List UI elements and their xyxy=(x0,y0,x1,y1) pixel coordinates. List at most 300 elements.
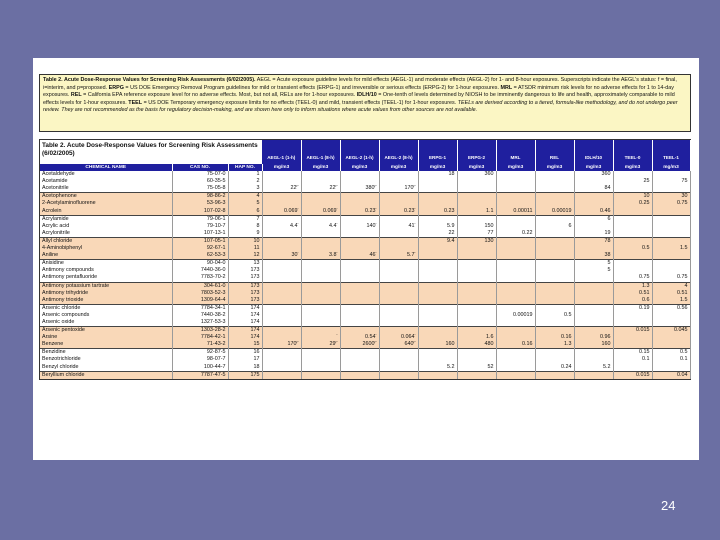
value-cell xyxy=(301,208,340,216)
col-header: AEGL-1 (8-h) xyxy=(301,140,340,164)
value-cell xyxy=(613,185,652,193)
value-cell xyxy=(340,319,379,327)
status-superscript: f xyxy=(414,252,416,255)
cas-number xyxy=(172,334,228,341)
cell-value: 0.15 xyxy=(639,349,650,356)
cell-value: 98-07-7 xyxy=(206,356,226,363)
value-cell xyxy=(652,230,690,238)
cell-value: 22 xyxy=(448,229,455,236)
value-cell xyxy=(652,171,690,178)
value-cell xyxy=(574,215,613,223)
unit-header: mg/m3 xyxy=(262,164,301,171)
value-cell xyxy=(418,312,457,319)
chemical-name xyxy=(40,312,172,319)
value-cell xyxy=(535,215,574,223)
cell-value: 41 xyxy=(408,222,415,229)
value-cell xyxy=(457,267,496,274)
cell-value: 174 xyxy=(250,327,260,334)
value-cell xyxy=(574,341,613,349)
value-cell xyxy=(652,282,690,290)
cell-value: 0.5 xyxy=(642,245,650,252)
value-cell xyxy=(535,208,574,216)
unit-header: mg/m3 xyxy=(340,164,379,171)
cell-value: Arsine xyxy=(42,334,58,341)
cell-value: 90-04-0 xyxy=(206,260,226,267)
cas-number xyxy=(172,356,228,363)
cas-number xyxy=(172,304,228,312)
chemical-name xyxy=(40,208,172,216)
table-row xyxy=(40,334,690,341)
value-cell xyxy=(418,356,457,363)
status-superscript: f xyxy=(414,334,416,337)
value-cell xyxy=(340,349,379,357)
value-cell xyxy=(457,371,496,379)
value-cell xyxy=(574,260,613,268)
cell-value: Arsenic compounds xyxy=(42,311,90,318)
value-cell xyxy=(574,193,613,201)
table-title-row xyxy=(40,140,690,164)
unit-header: mg/m3 xyxy=(496,164,535,171)
cell-value: 174 xyxy=(250,304,260,311)
value-cell xyxy=(613,200,652,207)
status-superscript: f xyxy=(336,207,338,210)
cell-value: 0.25 xyxy=(639,200,650,207)
value-cell xyxy=(613,349,652,357)
dose-response-table xyxy=(39,139,691,380)
value-cell xyxy=(340,237,379,245)
value-cell xyxy=(340,260,379,268)
value-cell xyxy=(652,193,690,201)
cas-number xyxy=(172,349,228,357)
value-cell xyxy=(301,290,340,297)
value-cell xyxy=(379,215,418,223)
units-header-row xyxy=(40,164,690,171)
cas-number xyxy=(172,371,228,379)
value-cell xyxy=(496,290,535,297)
cell-value: Benzene xyxy=(42,341,64,348)
cell-value: 0.1 xyxy=(642,356,650,363)
value-cell xyxy=(535,185,574,193)
value-cell xyxy=(574,356,613,363)
value-cell xyxy=(379,290,418,297)
cell-value: 100-44-7 xyxy=(203,363,226,370)
value-cell xyxy=(340,252,379,260)
value-cell xyxy=(496,356,535,363)
value-cell xyxy=(535,297,574,305)
value-cell xyxy=(379,178,418,188)
value-cell xyxy=(457,312,496,319)
value-cell xyxy=(418,178,457,185)
value-cell xyxy=(652,327,690,335)
table-row xyxy=(40,245,690,252)
chemical-name xyxy=(40,364,172,372)
chemical-name xyxy=(40,185,172,193)
cell-value: Antimony trihydride xyxy=(42,289,89,296)
value-cell xyxy=(457,349,496,357)
cas-number xyxy=(172,215,228,223)
value-cell xyxy=(457,230,496,238)
note-mrl-label: MRL xyxy=(500,84,513,91)
value-cell xyxy=(613,371,652,379)
status-superscript: p xyxy=(296,185,299,188)
value-cell xyxy=(574,290,613,297)
value-cell xyxy=(340,312,379,319)
value-cell xyxy=(457,356,496,363)
hap-number xyxy=(228,371,262,379)
table-row xyxy=(40,349,690,357)
value-cell xyxy=(574,185,613,193)
value-cell xyxy=(340,297,379,305)
value-cell xyxy=(574,334,613,341)
value-cell xyxy=(340,230,379,238)
value-cell xyxy=(418,364,457,372)
table-row xyxy=(40,267,690,274)
value-cell xyxy=(418,297,457,305)
note-idlh: = One-tenth of levels determined by NIOSH to be imminently dangerous to life and health, approximately comparable to mild effects levels for 1-hour exposures. xyxy=(43,92,675,106)
col-header: AEGL-2 (1-h) xyxy=(340,140,379,164)
chemical-name xyxy=(40,260,172,268)
cell-value: 0.54 xyxy=(365,334,376,341)
table-row xyxy=(40,290,690,297)
hap-number xyxy=(228,274,262,282)
value-cell xyxy=(340,185,379,193)
value-cell xyxy=(613,341,652,349)
note-aegl: AEGL = Acute exposure guideline levels for mild effects (AEGL-1) and moderate effects (AEGL-2) for 1- and 8-hour exposures. Superscripts indicate the AEGL's status: f = final, i=interim, and p=proposed. xyxy=(43,77,677,91)
value-cell xyxy=(613,252,652,260)
cell-value: 11 xyxy=(253,245,260,252)
cell-value: 640 xyxy=(404,341,414,348)
cell-value: 7 xyxy=(256,215,260,222)
cell-value: 9 xyxy=(256,229,260,236)
value-cell xyxy=(535,193,574,201)
value-cell xyxy=(535,178,574,185)
chemical-name xyxy=(40,193,172,201)
value-cell xyxy=(262,282,301,290)
cell-value: 0.23 xyxy=(404,207,415,214)
value-cell xyxy=(457,185,496,193)
table-row xyxy=(40,230,690,238)
cas-number xyxy=(172,245,228,252)
cell-value: 1.6 xyxy=(486,334,494,341)
value-cell xyxy=(301,304,340,312)
value-cell xyxy=(418,341,457,349)
cell-value: 2 xyxy=(256,178,260,185)
cell-value: Antimony pentafluoride xyxy=(42,274,98,281)
value-cell xyxy=(652,215,690,223)
cell-value: 0.1 xyxy=(680,356,688,363)
value-cell xyxy=(652,290,690,297)
status-superscript: p xyxy=(413,341,416,344)
value-cell xyxy=(535,312,574,319)
value-cell xyxy=(379,208,418,216)
cell-value: 7787-47-5 xyxy=(200,371,226,378)
hap-number xyxy=(228,304,262,312)
cell-value: 1.5 xyxy=(680,296,688,303)
value-cell xyxy=(457,245,496,252)
value-cell xyxy=(418,200,457,207)
cell-value: 174 xyxy=(250,334,260,341)
value-cell xyxy=(535,237,574,245)
unit-header: mg/m3 xyxy=(535,164,574,171)
value-cell xyxy=(301,349,340,357)
cell-value: 52 xyxy=(487,363,494,370)
cell-value: 0.064 xyxy=(401,334,415,341)
cell-value: 0.75 xyxy=(639,274,650,281)
value-cell xyxy=(457,200,496,207)
chemical-name xyxy=(40,200,172,207)
value-cell xyxy=(418,327,457,335)
value-cell xyxy=(418,230,457,238)
cell-value: 5 xyxy=(256,200,260,207)
cell-value: 0.22 xyxy=(522,229,533,236)
cell-value: 16 xyxy=(253,349,260,356)
status-superscript: p xyxy=(335,185,338,188)
cell-value: 360 xyxy=(484,171,494,178)
cell-value: 60-35-5 xyxy=(206,178,226,185)
value-cell xyxy=(418,185,457,193)
value-cell xyxy=(379,371,418,379)
hap-number xyxy=(228,252,262,260)
col-header: AEGL-1 (1-h) xyxy=(262,140,301,164)
chemical-name xyxy=(40,341,172,349)
page-number: 24 xyxy=(661,498,676,513)
value-cell xyxy=(496,349,535,357)
value-cell xyxy=(652,334,690,341)
col-header: MRL xyxy=(496,140,535,164)
cell-value: 304-61-0 xyxy=(203,282,226,289)
cell-value: 0.045 xyxy=(674,327,688,334)
cell-value: 0.04 xyxy=(677,371,688,378)
table-row xyxy=(40,185,690,193)
value-cell xyxy=(574,274,613,282)
cell-value: Arsenic chloride xyxy=(42,304,81,311)
cell-value: Antimony potassium tartrate xyxy=(42,282,110,289)
chemical-name xyxy=(40,297,172,305)
value-cell xyxy=(379,200,418,207)
cell-value: 0.069 xyxy=(284,207,298,214)
value-cell xyxy=(457,319,496,327)
note-teel: = US DOE Temporary emergency exposure limits for no effects (TEEL-0) and mild, transient effects (TEEL-1) for 1-hour exposures. xyxy=(142,99,458,106)
value-cell xyxy=(457,178,496,185)
value-cell xyxy=(418,208,457,216)
table-row xyxy=(40,200,690,207)
cas-number xyxy=(172,208,228,216)
cell-value: Anisidine xyxy=(42,260,64,267)
table-row xyxy=(40,364,690,372)
value-cell xyxy=(652,200,690,207)
value-cell xyxy=(535,319,574,327)
hap-number xyxy=(228,245,262,252)
value-cell xyxy=(457,260,496,268)
cell-value: 0.96 xyxy=(600,334,611,341)
cas-number xyxy=(172,178,228,185)
cell-value: Acrolein xyxy=(42,207,62,214)
cell-value: Benzotrichloride xyxy=(42,356,81,363)
status-superscript: f xyxy=(375,252,377,255)
cas-number xyxy=(172,274,228,282)
cell-value: 7784-42-1 xyxy=(200,334,226,341)
value-cell xyxy=(379,312,418,319)
note-idlh-label: IDLH/10 xyxy=(356,92,377,99)
cell-value: 1327-53-3 xyxy=(200,318,226,325)
value-cell xyxy=(535,282,574,290)
cell-value: 0.23 xyxy=(444,207,455,214)
cell-value: 75-05-8 xyxy=(206,185,226,192)
value-cell xyxy=(613,193,652,201)
cell-value: 7440-38-2 xyxy=(200,311,226,318)
cell-value: 4 xyxy=(684,282,688,289)
value-cell xyxy=(301,252,340,260)
value-cell xyxy=(262,312,301,319)
value-cell xyxy=(262,274,301,282)
cell-value: 0.19 xyxy=(639,304,650,311)
value-cell xyxy=(379,356,418,363)
value-cell xyxy=(496,334,535,341)
cas-number xyxy=(172,364,228,372)
value-cell xyxy=(496,304,535,312)
status-superscript: f xyxy=(336,222,338,225)
cell-value: 46 xyxy=(369,252,376,259)
value-cell xyxy=(262,304,301,312)
value-cell xyxy=(379,304,418,312)
cell-value: 173 xyxy=(250,296,260,303)
value-cell xyxy=(457,327,496,335)
table-row xyxy=(40,178,690,185)
cell-value: 5.7 xyxy=(407,252,415,259)
status-superscript: f xyxy=(375,222,377,225)
cas-number xyxy=(172,290,228,297)
value-cell xyxy=(301,371,340,379)
value-cell xyxy=(379,267,418,274)
status-superscript: p xyxy=(413,185,416,188)
value-cell xyxy=(457,304,496,312)
value-cell xyxy=(652,341,690,349)
value-cell xyxy=(418,282,457,290)
cell-value: 13 xyxy=(253,260,260,267)
cell-value: Beryllium chloride xyxy=(42,371,85,378)
value-cell xyxy=(262,230,301,238)
value-cell xyxy=(574,245,613,252)
value-cell xyxy=(301,312,340,319)
cas-number xyxy=(172,237,228,245)
hap-number xyxy=(228,290,262,297)
value-cell xyxy=(457,274,496,282)
note-mrl: = ATSDR minimum risk levels for no adverse effects for 1 to 14-day exposures. xyxy=(43,84,674,99)
table-title: Table 2. Acute Dose-Response Values for Screening Risk Assessments (6/02/2005) xyxy=(42,142,258,157)
value-cell xyxy=(652,319,690,327)
col-header: ERPG-2 xyxy=(457,140,496,164)
cell-value: 15 xyxy=(253,341,260,348)
status-superscript: f xyxy=(375,207,377,210)
value-cell xyxy=(301,230,340,238)
cell-value: 75 xyxy=(681,178,688,185)
value-cell xyxy=(340,200,379,207)
value-cell xyxy=(301,356,340,363)
cell-value: 480 xyxy=(484,341,494,348)
hap-number xyxy=(228,297,262,305)
chemical-name xyxy=(40,178,172,185)
unit-header: mg/m3 xyxy=(418,164,457,171)
value-cell xyxy=(496,200,535,207)
value-cell xyxy=(457,334,496,341)
value-cell xyxy=(457,297,496,305)
cell-value: 18 xyxy=(448,171,455,178)
cell-value: Acrylonitrile xyxy=(42,229,70,236)
value-cell xyxy=(301,193,340,201)
cell-value: Aniline xyxy=(42,252,59,259)
note-erpg-label: ERPG xyxy=(108,84,124,91)
value-cell xyxy=(496,312,535,319)
value-cell xyxy=(457,223,496,230)
cell-value: 3.8 xyxy=(329,252,337,259)
cell-value: 175 xyxy=(250,371,260,378)
table-row xyxy=(40,252,690,260)
value-cell xyxy=(574,349,613,357)
value-cell xyxy=(535,260,574,268)
value-cell xyxy=(379,230,418,238)
value-cell xyxy=(418,349,457,357)
value-cell xyxy=(418,171,457,178)
value-cell xyxy=(535,200,574,207)
cell-value: 1303-28-2 xyxy=(200,327,226,334)
cell-value: 1 xyxy=(256,171,260,178)
chemical-name xyxy=(40,274,172,282)
cell-value: 0.00019 xyxy=(513,311,533,318)
value-cell xyxy=(301,327,340,335)
table-row xyxy=(40,297,690,305)
value-cell xyxy=(340,334,379,344)
value-cell xyxy=(340,371,379,379)
cell-value: Acetamide xyxy=(42,178,68,185)
value-cell xyxy=(574,319,613,327)
value-cell xyxy=(301,334,340,344)
value-cell xyxy=(301,364,340,372)
value-cell xyxy=(496,215,535,223)
value-cell xyxy=(262,290,301,297)
value-cell xyxy=(535,171,574,178)
value-cell xyxy=(535,364,574,372)
cell-value: 170 xyxy=(404,185,414,192)
value-cell xyxy=(574,267,613,274)
chemical-name xyxy=(40,371,172,379)
value-cell xyxy=(457,215,496,223)
cell-value: Acrylamide xyxy=(42,215,69,222)
cell-value: Acetaldehyde xyxy=(42,171,75,178)
value-cell xyxy=(262,260,301,268)
table-row xyxy=(40,237,690,245)
value-cell xyxy=(652,208,690,216)
cell-value: 0.5 xyxy=(564,311,572,318)
value-cell xyxy=(652,237,690,245)
unit-header: CAS NO. xyxy=(172,164,228,171)
unit-header: mg/m3 xyxy=(574,164,613,171)
cell-value: 130 xyxy=(484,237,494,244)
cell-value: Antimony compounds xyxy=(42,267,94,274)
value-cell xyxy=(262,215,301,223)
value-cell xyxy=(262,171,301,178)
unit-header: HAP NO. xyxy=(228,164,262,171)
cell-value: Benzyl chloride xyxy=(42,363,79,370)
cell-value: 0.5 xyxy=(680,349,688,356)
note-rel-label: REL xyxy=(70,92,82,99)
cell-value: 6 xyxy=(607,215,611,222)
value-cell xyxy=(262,245,301,255)
value-cell xyxy=(574,371,613,379)
hap-number xyxy=(228,312,262,319)
cell-value: 7440-36-0 xyxy=(200,267,226,274)
cell-value: 79-10-7 xyxy=(206,222,226,229)
value-cell xyxy=(340,274,379,282)
